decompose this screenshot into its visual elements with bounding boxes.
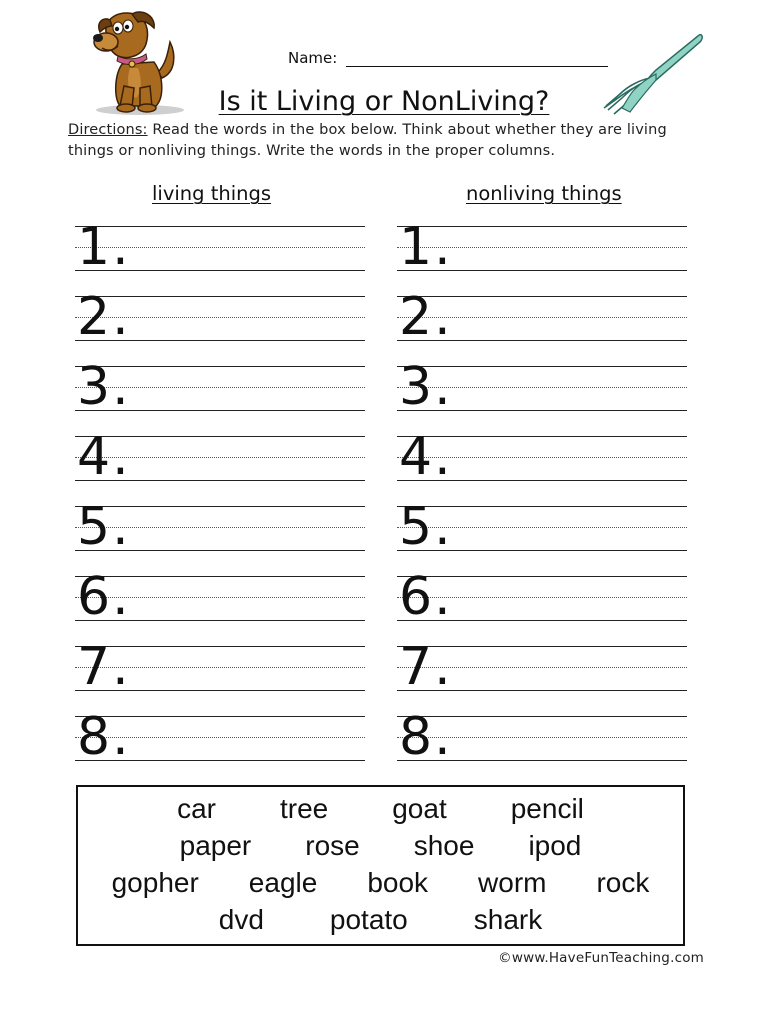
nonliving-row[interactable] (397, 427, 687, 506)
row-number: 7. (399, 637, 453, 697)
word-bank-word: paper (179, 830, 252, 861)
word-bank-row (78, 791, 683, 827)
nonliving-things-column (397, 217, 687, 786)
word-bank-word: ipod (528, 830, 582, 861)
nonliving-row[interactable] (397, 707, 687, 786)
row-number: 6. (399, 567, 453, 627)
row-number: 5. (399, 497, 453, 557)
word-bank-row (78, 902, 683, 938)
nonliving-row[interactable] (397, 497, 687, 576)
row-number: 7. (77, 637, 131, 697)
directions-label: Directions: (68, 122, 148, 138)
living-things-column (75, 217, 365, 786)
word-bank-word: tree (279, 793, 329, 824)
word-bank-box (76, 785, 685, 946)
word-bank-word: potato (329, 904, 408, 935)
nonliving-things-heading: nonliving things (466, 182, 622, 205)
row-number: 5. (77, 497, 131, 557)
word-bank-word: rock (596, 867, 650, 898)
row-number: 4. (77, 427, 131, 487)
word-bank-word: car (177, 793, 216, 824)
name-label: Name: (288, 49, 338, 67)
row-number: 8. (77, 707, 131, 767)
living-row[interactable] (75, 497, 365, 576)
word-bank-word: shoe (413, 830, 475, 861)
directions-text: Read the words in the box below. Think about whether they are living things or nonliving things. Write the words in the proper columns. (68, 122, 667, 159)
word-bank-word: book (367, 867, 429, 898)
row-number: 4. (399, 427, 453, 487)
living-row[interactable] (75, 567, 365, 646)
nonliving-row[interactable] (397, 357, 687, 436)
word-bank-word: goat (392, 793, 447, 824)
living-row[interactable] (75, 707, 365, 786)
page-title (0, 84, 768, 120)
word-bank-word: pencil (510, 793, 584, 824)
name-row (288, 46, 618, 72)
nonliving-row[interactable] (397, 567, 687, 646)
living-row[interactable] (75, 427, 365, 506)
nonliving-row[interactable] (397, 637, 687, 716)
row-number: 6. (77, 567, 131, 627)
row-number: 8. (399, 707, 453, 767)
living-row[interactable] (75, 637, 365, 716)
word-bank-word: rose (305, 830, 360, 861)
living-things-heading: living things (152, 182, 272, 205)
word-bank-word: eagle (248, 867, 318, 898)
living-row[interactable] (75, 357, 365, 436)
word-bank-word: shark (473, 904, 543, 935)
row-number: 3. (77, 357, 131, 417)
row-number: 2. (399, 287, 453, 347)
word-bank-row (78, 828, 683, 864)
nonliving-row[interactable] (397, 287, 687, 366)
word-bank-word: gopher (111, 867, 199, 898)
row-number: 3. (399, 357, 453, 417)
directions (68, 120, 708, 162)
word-bank-word: worm (478, 867, 547, 898)
living-row[interactable] (75, 287, 365, 366)
row-number: 1. (399, 217, 453, 277)
copyright-text: ©www.HaveFunTeaching.com (498, 950, 704, 966)
word-bank-word: dvd (218, 904, 264, 935)
living-row[interactable] (75, 217, 365, 296)
nonliving-row[interactable] (397, 217, 687, 296)
page-title-text: Is it Living or NonLiving? (218, 86, 550, 117)
word-bank-row (78, 865, 683, 901)
row-number: 2. (77, 287, 131, 347)
name-line[interactable] (346, 66, 608, 67)
row-number: 1. (77, 217, 131, 277)
